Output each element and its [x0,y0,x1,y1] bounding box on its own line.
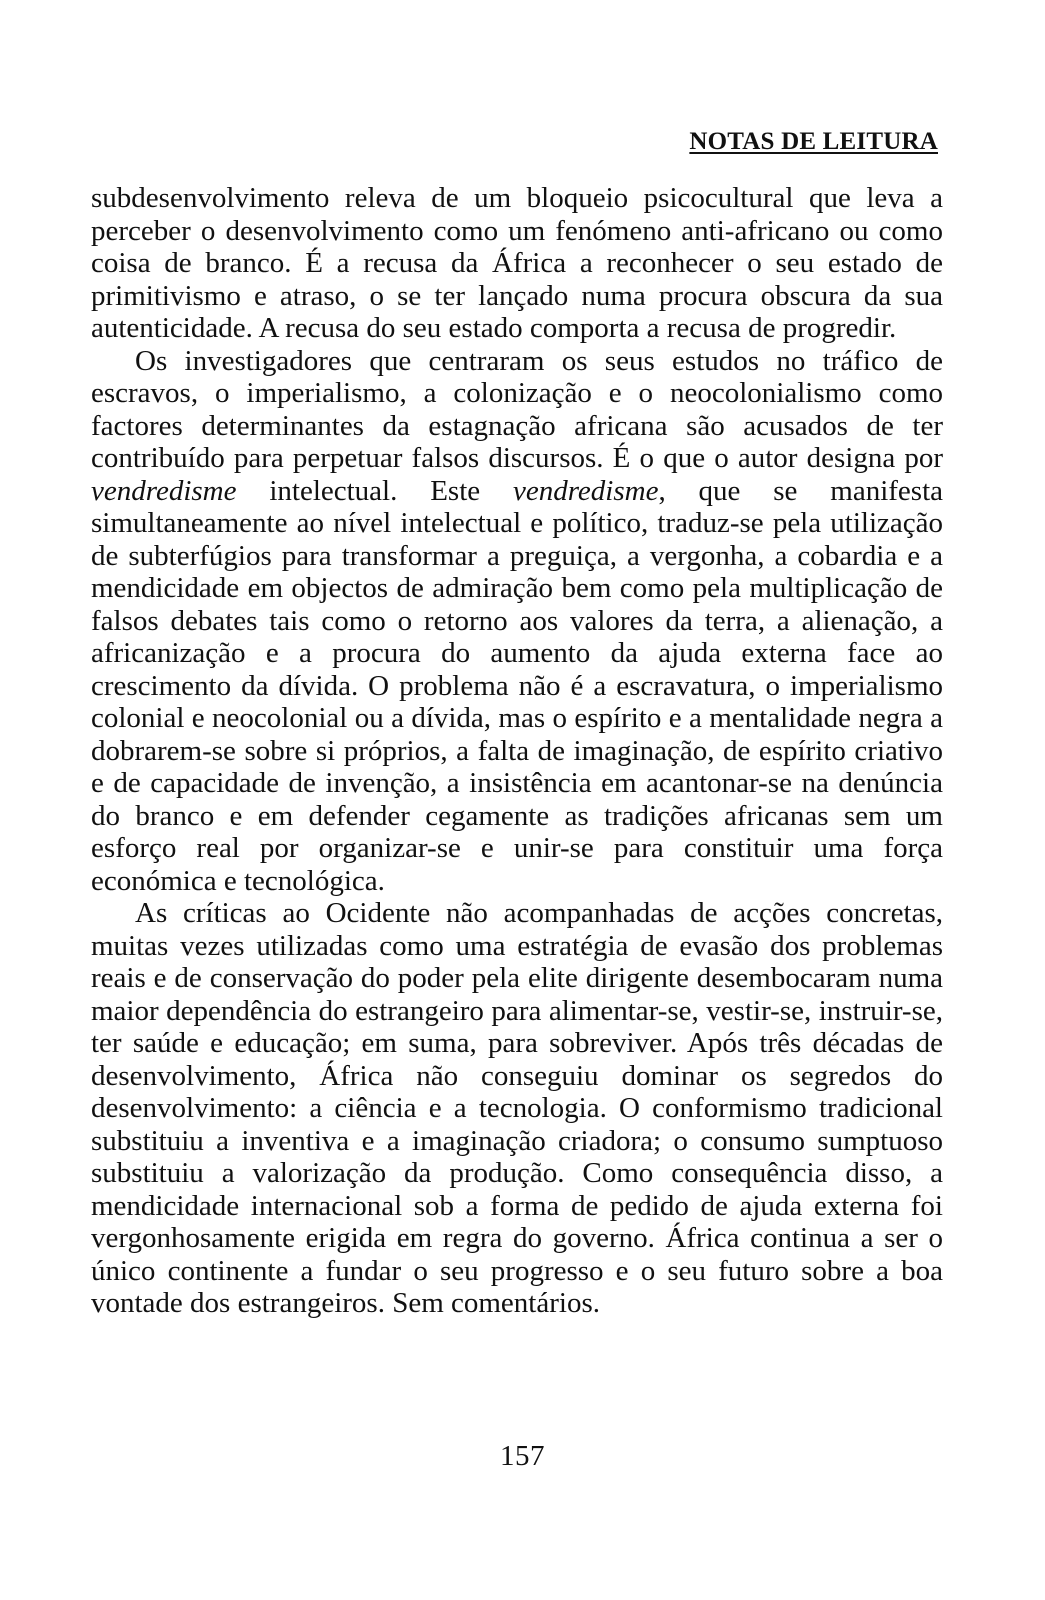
paragraph-2-part-2: intelectual. Este [236,474,513,507]
running-head: NOTAS DE LEITURA [689,128,938,155]
paragraph-1: subdesenvolvimento releva de um bloqueio psicocultural que leva a perceber o desenvolvimento como um fenómeno anti-africano ou como coisa de branco. É a recusa da África a reconhecer o seu estado de primitivismo e atraso, o se ter lançado numa procura obscura da sua autenticidade. A recusa do seu estado comporta a recusa de progredir. [91,182,943,344]
body-text [91,182,943,1320]
italic-term-vendredisme-1: vendredisme [91,474,237,507]
italic-term-vendredisme-2: vendredisme [512,474,659,507]
paragraph-3: As críticas ao Ocidente não acompanhadas de acções concretas, muitas vezes utilizadas como uma estratégia de evasão dos problemas reais e de conservação do poder pela elite dirigente desembocaram numa maior dependência do estrangeiro para alimentar-se, vestir-se, instruir-se, ter saúde e educação; em suma, para sobreviver. Após três décadas de desenvolvimento, África não conseguiu dominar os segredos do desenvolvimento: a ciência e a tecnologia. O conformismo tradicional substituiu a inventiva e a imaginação criadora; o consumo sumptuoso substituiu a valorização da produção. Como consequência disso, a mendicidade internacional sob a forma de pedido de ajuda externa foi vergonhosamente erigida em regra do governo. África continua a ser o único continente a fundar o seu progresso e o seu futuro sobre a boa vontade dos estrangeiros. Sem comentários. [91,897,943,1319]
page-number: 157 [500,1440,545,1472]
paragraph-2-part-1: Os investigadores que centraram os seus estudos no tráfico de escravos, o imperialismo, a colonização e o neocolonialismo como factores determinantes da estagnação africana são acusados de ter contribuído para perpetuar falsos discursos. É o que o autor designa por [91,344,943,474]
paragraph-2-part-3: , que se manifesta simultaneamente ao nível intelectual e político, traduz-se pela utilização de subterfúgios para transformar a preguiça, a vergonha, a cobardia e a mendicidade em objectos de admiração bem como pela multiplicação de falsos debates tais como o retorno aos valores da terra, a alienação, a africanização e a procura do aumento da ajuda externa face ao crescimento da dívida. O problema não é a escravatura, o imperialismo colonial e neocolonial ou a dívida, mas o espírito e a mentalidade negra a dobrarem-se sobre si próprios, a falta de imaginação, de espírito criativo e de capacidade de invenção, a insistência em acantonar-se na denúncia do branco e em defender cegamente as tradições africanas sem um esforço real por organizar-se e unir-se para constituir uma força económica e tecnológica. [91,474,943,897]
paragraph-2 [91,345,943,898]
